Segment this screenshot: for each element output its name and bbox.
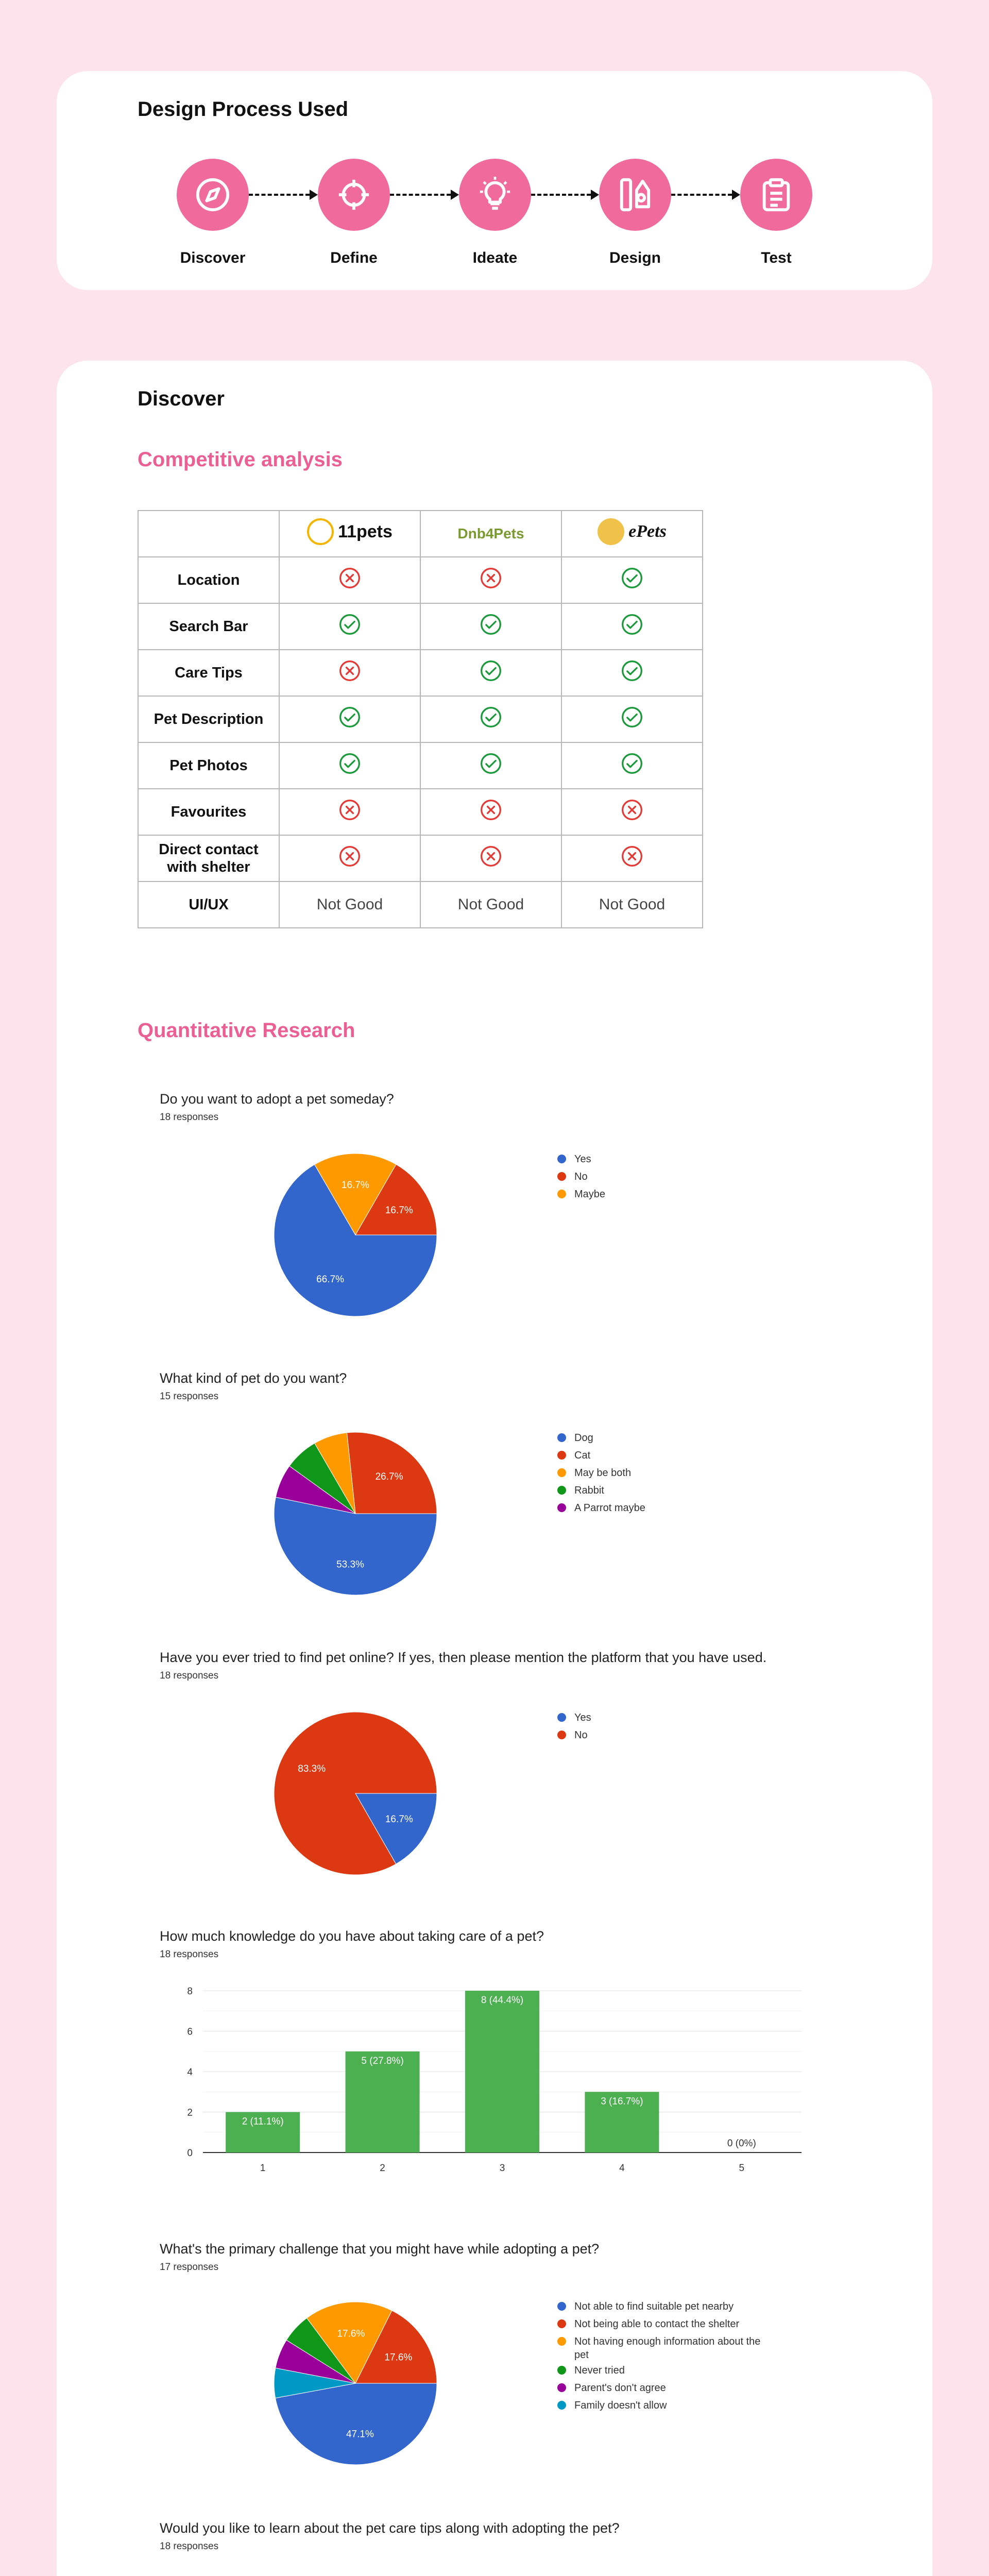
process-step-discover [177,159,249,267]
process-step-define [318,159,390,267]
row-label: Pet Description [138,696,279,742]
check-icon [420,603,561,650]
slice-label: 47.1% [346,2429,374,2440]
chart-legend [557,2298,770,2414]
legend-swatch [557,2337,566,2346]
slice-label: 16.7% [385,1814,413,1825]
bar-value-label: 0 (0%) [727,2138,756,2149]
competitor-logo-dnb4pets [420,511,561,557]
survey-question: How much knowledge do you have about taking care of a pet? [160,1928,544,1944]
survey-question: What's the primary challenge that you might have while adopting a pet? [160,2241,600,2257]
chart-legend [557,1709,591,1744]
legend-item [557,1726,591,1744]
check-icon [420,742,561,789]
process-connector [390,194,451,196]
legend-item [557,2298,770,2315]
competitor-logo-epets: ePets [561,511,703,557]
legend-swatch [557,1468,566,1477]
bar [346,2052,420,2153]
response-count: 18 responses [160,2541,219,2552]
design-tools-icon [599,159,671,231]
legend-item [557,1499,645,1517]
cross-icon [420,835,561,882]
arrow-icon [732,190,740,200]
bar-value-label: 5 (27.8%) [361,2055,404,2066]
legend-swatch [557,2401,566,2410]
x-tick-label: 5 [739,2163,745,2174]
cross-icon [420,789,561,835]
legend-item [557,1464,645,1482]
table-row [138,835,703,882]
process-step-ideate [459,159,531,267]
table-row [138,557,703,603]
dnb4pets-logo-text: Dnb4Pets [457,526,524,541]
pie-chart [0,1411,989,1617]
bar [465,1991,539,2153]
chart-legend [557,1429,645,1517]
legend-swatch [557,2302,566,2311]
lightbulb-icon [459,159,531,231]
legend-label: Not able to find suitable pet nearby [574,2301,734,2312]
pie-chart [0,2563,989,2576]
cross-icon [279,557,420,603]
clipboard-icon [740,159,812,231]
check-icon [279,696,420,742]
cross-icon [420,557,561,603]
legend-swatch [557,1731,566,1739]
legend-swatch [557,2366,566,2375]
legend-swatch [557,1190,566,1198]
crosshair-icon [318,159,390,231]
quantitative-research-title: Quantitative Research [138,1019,355,1042]
legend-swatch [557,2383,566,2392]
process-step-label: Discover [180,249,246,266]
legend-swatch [557,1713,566,1722]
slice-label: 66.7% [316,1274,345,1285]
legend-swatch [557,1451,566,1460]
bar-value-label: 8 (44.4%) [481,1995,524,2006]
legend-item [557,2397,770,2414]
legend-label: No [574,1730,588,1741]
legend-label: Maybe [574,1189,606,1200]
row-label: Pet Photos [138,742,279,789]
process-connector [671,194,732,196]
y-tick-label: 6 [187,2026,193,2038]
slice-label: 53.3% [336,1559,364,1570]
legend-label: Yes [574,1154,591,1165]
11pets-logo-icon [307,518,334,545]
check-icon [561,696,703,742]
legend-item [557,1482,645,1499]
cross-icon [279,789,420,835]
legend-item [557,2315,770,2333]
table-header-row [138,511,703,557]
process-step-label: Design [609,249,661,266]
legend-label: May be both [574,1467,632,1479]
process-connector [249,194,310,196]
legend-label: Not being able to contact the shelter [574,2318,740,2330]
y-tick-label: 2 [187,2107,193,2119]
response-count: 17 responses [160,2262,219,2273]
x-tick-label: 2 [380,2163,385,2174]
row-label: Location [138,557,279,603]
response-count: 18 responses [160,1670,219,1681]
legend-label: Parent's don't agree [574,2382,666,2394]
table-row [138,696,703,742]
legend-label: Never tried [574,2365,625,2376]
legend-item [557,2362,770,2379]
check-icon [561,603,703,650]
epets-logo-icon [598,518,624,545]
pie-chart [0,1690,989,1896]
row-label: Favourites [138,789,279,835]
x-tick-label: 3 [499,2163,505,2174]
bar-chart [0,1978,989,2174]
cross-icon [279,650,420,696]
slice-label: 26.7% [375,1471,403,1483]
legend-item [557,1429,645,1447]
legend-swatch [557,1486,566,1495]
x-tick-label: 1 [260,2163,266,2174]
cross-icon [561,789,703,835]
competitive-analysis-title: Competitive analysis [138,448,343,471]
table-row [138,603,703,650]
legend-item [557,1709,591,1726]
legend-item [557,1168,605,1185]
check-icon [561,742,703,789]
cross-icon [561,835,703,882]
legend-label: A Parrot maybe [574,1502,645,1514]
legend-label: Dog [574,1432,593,1444]
row-label: Search Bar [138,603,279,650]
y-tick-label: 8 [187,1986,193,1997]
response-count: 15 responses [160,1391,219,1402]
process-title: Design Process Used [138,98,349,121]
legend-label: Family doesn't allow [574,2400,667,2411]
process-step-label: Ideate [472,249,518,266]
legend-label: Yes [574,1712,591,1723]
legend-label: No [574,1171,588,1182]
table-row [138,789,703,835]
check-icon [561,650,703,696]
process-step-label: Define [330,249,378,266]
legend-item [557,2379,770,2397]
legend-label: Rabbit [574,1485,604,1496]
legend-item [557,1150,605,1168]
survey-question: Have you ever tried to find pet online? If yes, then please mention the platform that you have used. [160,1650,767,1665]
legend-swatch [557,1503,566,1512]
cross-icon [279,835,420,882]
row-label: UI/UX [138,882,279,928]
legend-swatch [557,2319,566,2328]
rating-cell: Not Good [420,882,561,928]
check-icon [279,603,420,650]
survey-question: Would you like to learn about the pet care tips along with adopting the pet? [160,2520,620,2536]
bar-value-label: 3 (16.7%) [601,2096,643,2107]
rating-cell: Not Good [279,882,420,928]
row-label: Direct contact with shelter [138,835,279,882]
table-row [138,650,703,696]
slice-label: 16.7% [341,1180,369,1191]
competitive-table [138,510,703,928]
legend-label: Not having enough information about the pet [574,2336,761,2361]
row-label: Care Tips [138,650,279,696]
process-step-test [740,159,812,267]
check-icon [420,696,561,742]
survey-question: Do you want to adopt a pet someday? [160,1091,394,1107]
arrow-icon [451,190,459,200]
legend-swatch [557,1172,566,1181]
competitor-logo-11pets: 11pets [279,511,420,557]
x-tick-label: 4 [619,2163,625,2174]
legend-item [557,1185,605,1203]
empty-header-cell [138,511,279,557]
pie-chart [0,2280,989,2486]
pie-chart [0,1132,989,1338]
y-tick-label: 0 [187,2148,193,2159]
y-tick-label: 4 [187,2067,193,2078]
arrow-icon [591,190,599,200]
process-connector [531,194,591,196]
process-step-design [599,159,671,267]
slice-label: 83.3% [298,1763,326,1774]
slice-label: 17.6% [337,2328,365,2340]
slice-label: 16.7% [385,1205,413,1216]
response-count: 18 responses [160,1949,219,1960]
survey-question: What kind of pet do you want? [160,1370,347,1386]
legend-item [557,2333,770,2362]
legend-swatch [557,1433,566,1442]
legend-swatch [557,1155,566,1163]
table-row [138,882,703,928]
legend-label: Cat [574,1450,591,1461]
pie-slice [276,2383,437,2465]
arrow-icon [310,190,318,200]
bar-value-label: 2 (11.1%) [242,2116,284,2127]
chart-legend [557,1150,605,1203]
legend-item [557,1447,645,1464]
slice-label: 17.6% [384,2352,413,2363]
compass-icon [177,159,249,231]
rating-cell: Not Good [561,882,703,928]
check-icon [420,650,561,696]
check-icon [561,557,703,603]
discover-title: Discover [138,387,225,410]
check-icon [279,742,420,789]
response-count: 18 responses [160,1112,219,1123]
table-row [138,742,703,789]
process-step-label: Test [761,249,792,266]
